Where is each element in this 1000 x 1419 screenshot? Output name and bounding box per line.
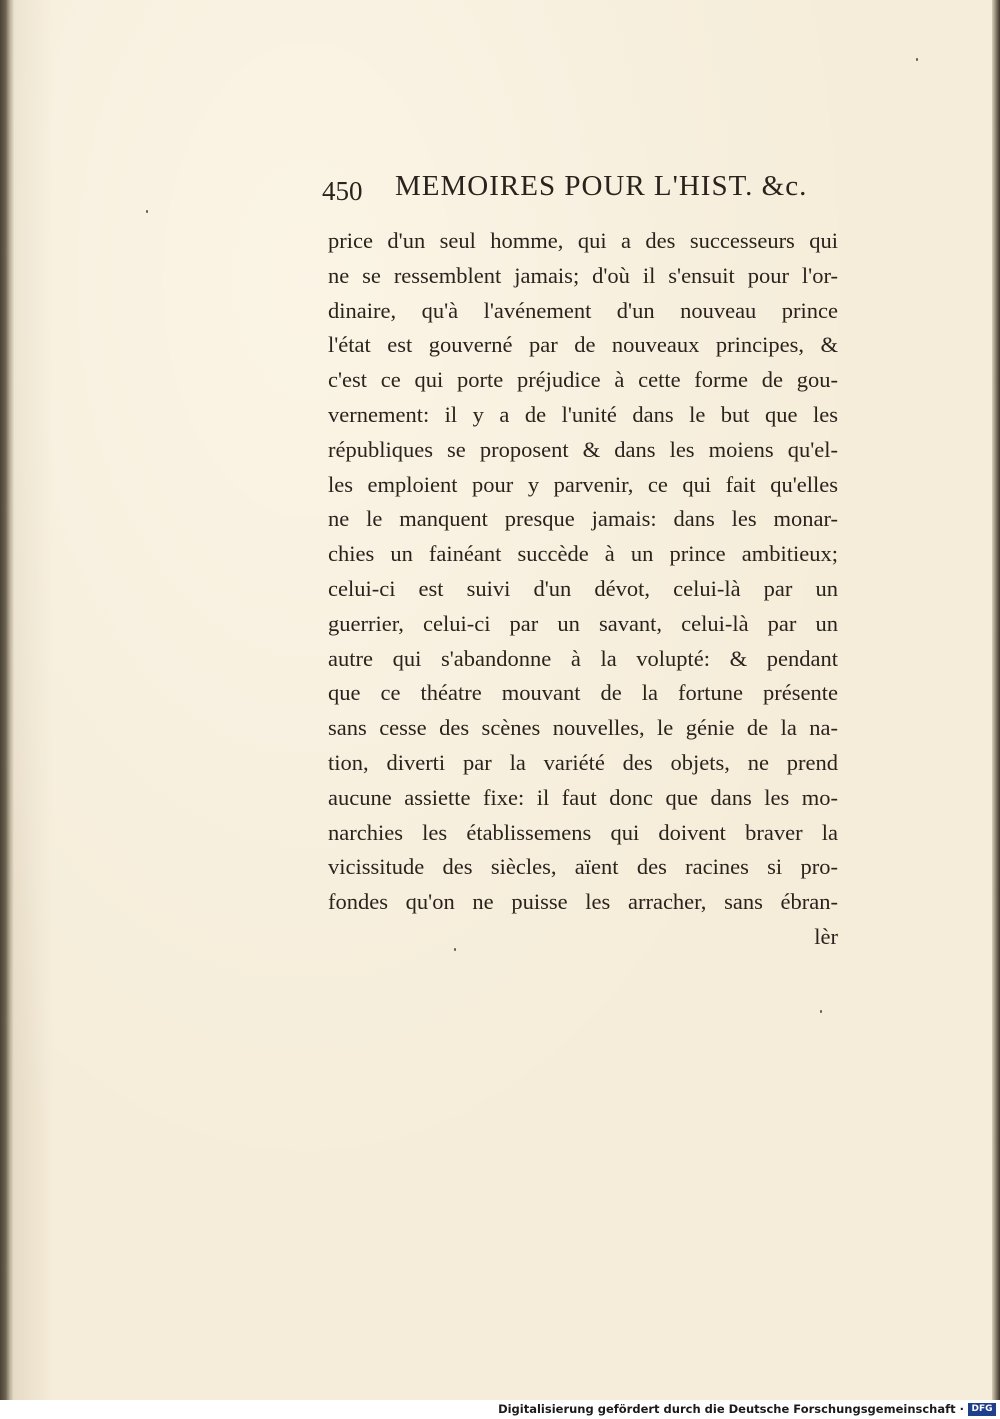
page-header bbox=[322, 168, 842, 214]
text-line: ne se ressemblent jamais; d'où il s'ensuit pour l'or- bbox=[328, 262, 838, 288]
page-number: 450 bbox=[322, 176, 363, 206]
dfg-logo-icon: DFG bbox=[968, 1403, 996, 1416]
text-line: les emploient pour y parvenir, ce qui fait qu'elles bbox=[328, 471, 838, 497]
text-line: fondes qu'on ne puisse les arracher, sans ébran- bbox=[328, 889, 838, 915]
book-spine-edge bbox=[0, 0, 14, 1400]
text-line: tion, diverti par la variété des objets, ne prend bbox=[328, 749, 838, 775]
text-line: celui-ci est suivi d'un dévot, celui-là par un bbox=[328, 575, 838, 601]
text-line: aucune assiette fixe: il faut donc que dans les mo- bbox=[328, 784, 838, 810]
text-line: que ce théatre mouvant de la fortune présente bbox=[328, 680, 838, 706]
paper-speck bbox=[146, 210, 148, 213]
text-line: price d'un seul homme, qui a des successeurs qui bbox=[328, 228, 838, 253]
body-text bbox=[328, 224, 838, 955]
page-right-edge bbox=[992, 0, 1000, 1400]
text-line: vernement: il y a de l'unité dans le but que les bbox=[328, 401, 838, 427]
running-head: MEMOIRES POUR L'HIST. &c. bbox=[395, 170, 808, 202]
text-line: autre qui s'abandonne à la volupté: & pendant bbox=[328, 645, 838, 671]
text-line: guerrier, celui-ci par un savant, celui-là par un bbox=[328, 610, 838, 636]
text-line: sans cesse des scènes nouvelles, le génie de la na- bbox=[328, 715, 838, 741]
text-line: chies un fainéant succède à un prince ambitieux; bbox=[328, 541, 838, 567]
text-line: républiques se proposent & dans les moiens qu'el- bbox=[328, 436, 838, 462]
text-line: ne le manquent presque jamais: dans les monar- bbox=[328, 506, 838, 532]
digitization-credit: Digitalisierung gefördert durch die Deutsche Forschungsgemeinschaft · bbox=[498, 1402, 964, 1416]
text-line: vicissitude des siècles, aïent des racines si pro- bbox=[328, 854, 838, 880]
text-line: c'est ce qui porte préjudice à cette forme de gou- bbox=[328, 367, 838, 393]
paper-speck bbox=[916, 58, 918, 61]
text-line: l'état est gouverné par de nouveaux principes, & bbox=[328, 332, 838, 358]
text-line: dinaire, qu'à l'avénement d'un nouveau prince bbox=[328, 297, 838, 323]
catchword: lèr bbox=[814, 923, 838, 949]
text-line: narchies les établissemens qui doivent braver la bbox=[328, 819, 838, 845]
paper-speck bbox=[820, 1010, 822, 1013]
